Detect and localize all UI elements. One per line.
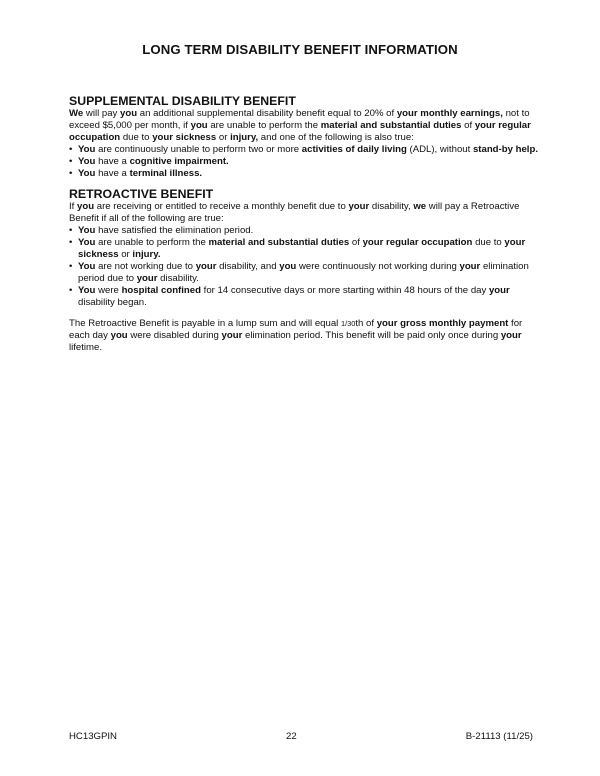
bullet-icon: •: [69, 168, 73, 179]
section-heading: RETROACTIVE BENEFIT: [69, 187, 214, 201]
list-item: • You have a cognitive impairment.: [69, 156, 229, 167]
list-item: • You are continuously unable to perform two or more activities of daily living (ADL), without stand-by help.: [69, 144, 538, 155]
list-item: • You are not working due to your disability, and you were continuously not working during your elimination period due to your disability.: [69, 261, 529, 284]
bullet-icon: •: [69, 144, 73, 155]
document-id: B-21113 (11/25): [465, 731, 533, 742]
bullet-list: [69, 225, 539, 309]
bullet-icon: •: [69, 156, 73, 167]
bullet-icon: •: [69, 225, 73, 236]
supplemental-disability-section: [69, 94, 539, 180]
list-item: • You are unable to perform the material and substantial duties of your regular occupation due to your sickness or injury.: [69, 237, 526, 260]
document-body: [69, 94, 539, 354]
list-item: • You have a terminal illness.: [69, 168, 203, 179]
list-item: • You were hospital confined for 14 consecutive days or more starting within 48 hours of the day your disability began.: [69, 285, 510, 308]
form-code: HC13GPIN: [69, 731, 117, 742]
page-title: LONG TERM DISABILITY BENEFIT INFORMATION: [142, 42, 458, 57]
retroactive-benefit-section: [69, 187, 539, 354]
section-heading: SUPPLEMENTAL DISABILITY BENEFIT: [69, 94, 296, 108]
closing-paragraph: The Retroactive Benefit is payable in a lump sum and will equal 1/30th of your gross monthly payment for each day you were disabled during your elimination period. This benefit will be paid only once during your lifetime.: [69, 318, 523, 353]
page-footer: [69, 731, 533, 742]
bullet-icon: •: [69, 261, 73, 272]
section-intro: If you are receiving or entitled to receive a monthly benefit due to your disability, we will pay a Retroactive Benefit if all of the following are true:: [69, 201, 520, 224]
list-item: • You have satisfied the elimination period.: [69, 225, 254, 236]
bullet-icon: •: [69, 285, 73, 296]
section-intro: We will pay you an additional supplemental disability benefit equal to 20% of your monthly earnings, not to exceed $5,000 per month, if you are unable to perform the material and substantial duties of your regular occupation due to your sickness or injury, and one of the following is also true:: [69, 108, 531, 143]
page-number: 22: [286, 731, 297, 742]
bullet-list: [69, 144, 539, 180]
bullet-icon: •: [69, 237, 73, 248]
